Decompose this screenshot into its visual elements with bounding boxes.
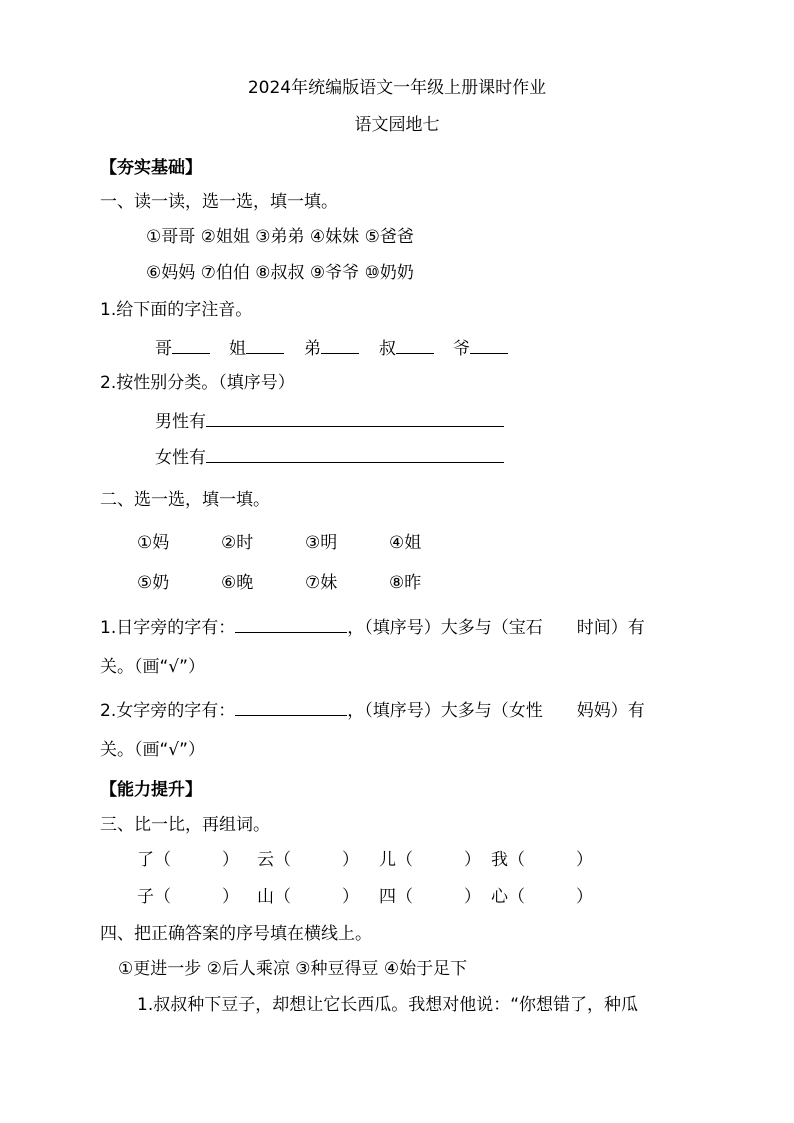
option-item: ⑤奶 [137, 573, 170, 593]
compare-item [257, 852, 359, 869]
female-answer-line[interactable] [206, 448, 504, 463]
question-4-sub-1: 1.叔叔种下豆子，却想让它长西瓜。我想对他说：“你想错了，种瓜 [137, 995, 639, 1015]
question-2-sub-1-cont: 关。（画“√”） [100, 657, 205, 677]
answer-paren[interactable]: （ ） [154, 850, 239, 870]
pinyin-item [304, 339, 359, 358]
answer-paren[interactable]: （ ） [508, 887, 593, 907]
compare-char: 儿 [379, 850, 396, 870]
compare-item [379, 889, 481, 906]
sub-2-label: 2.女字旁的字有： [100, 701, 236, 721]
question-2-sub-1 [100, 618, 645, 637]
sub-2-rest: ，（填序号）大多与（女性 妈妈）有 [347, 701, 645, 721]
pinyin-blank[interactable] [396, 339, 434, 354]
answer-paren[interactable]: （ ） [274, 887, 359, 907]
compare-item [137, 889, 239, 906]
compare-item [491, 852, 593, 869]
sub-1-label: 1.日字旁的字有： [100, 618, 236, 638]
female-row [155, 448, 504, 467]
question-3-prompt: 三、比一比，再组词。 [100, 815, 270, 835]
answer-paren[interactable]: （ ） [396, 850, 481, 870]
answer-paren[interactable]: （ ） [274, 850, 359, 870]
sub-2-answer-line[interactable] [235, 701, 347, 716]
compare-char: 我 [491, 850, 508, 870]
pinyin-item [453, 339, 508, 358]
compare-item [137, 852, 239, 869]
question-2-prompt: 二、选一选，填一填。 [100, 490, 270, 510]
question-1-sub-2: 2.按性别分类。（填序号） [100, 373, 295, 393]
compare-char: 山 [257, 887, 274, 907]
answer-paren[interactable]: （ ） [508, 850, 593, 870]
question-2-sub-2-cont: 关。（画“√”） [100, 740, 205, 760]
compare-item [379, 852, 481, 869]
sub-1-answer-line[interactable] [235, 618, 347, 633]
question-1-prompt: 一、读一读，选一选，填一填。 [100, 192, 338, 212]
compare-item [257, 889, 359, 906]
worksheet-subtitle: 语文园地七 [354, 115, 440, 135]
pinyin-char: 爷 [453, 339, 470, 359]
pinyin-blank[interactable] [246, 339, 284, 354]
pinyin-item [379, 339, 434, 358]
answer-paren[interactable]: （ ） [396, 887, 481, 907]
option-item: ③明 [305, 533, 338, 553]
compare-char: 四 [379, 887, 396, 907]
option-item: ⑦妹 [305, 573, 338, 593]
female-label: 女性有 [155, 448, 206, 468]
pinyin-char: 姐 [229, 339, 246, 359]
pinyin-item [229, 339, 284, 358]
option-item: ②时 [221, 533, 254, 553]
word-list-row-2: ⑥妈妈 ⑦伯伯 ⑧叔叔 ⑨爷爷 ⑩奶奶 [146, 263, 414, 283]
question-4-prompt: 四、把正确答案的序号填在横线上。 [100, 924, 372, 944]
question-4-options: ①更进一步 ②后人乘凉 ③种豆得豆 ④始于足下 [118, 959, 468, 979]
answer-paren[interactable]: （ ） [154, 887, 239, 907]
word-list-row-1: ①哥哥 ②姐姐 ③弟弟 ④妹妹 ⑤爸爸 [146, 227, 414, 247]
option-item: ④姐 [389, 533, 422, 553]
pinyin-char: 叔 [379, 339, 396, 359]
section-heading-basics: 【夯实基础】 [100, 158, 202, 178]
option-item: ⑧昨 [389, 573, 422, 593]
compare-item [491, 889, 593, 906]
option-item: ⑥晚 [221, 573, 254, 593]
male-answer-line[interactable] [206, 412, 504, 427]
pinyin-blank[interactable] [470, 339, 508, 354]
compare-char: 云 [257, 850, 274, 870]
pinyin-blank[interactable] [172, 339, 210, 354]
compare-char: 了 [137, 850, 154, 870]
worksheet-title: 2024年统编版语文一年级上册课时作业 [247, 78, 547, 98]
question-2-sub-2 [100, 701, 645, 720]
pinyin-char: 哥 [155, 339, 172, 359]
male-label: 男性有 [155, 412, 206, 432]
pinyin-blank[interactable] [321, 339, 359, 354]
sub-1-rest: ，（填序号）大多与（宝石 时间）有 [347, 618, 645, 638]
pinyin-char: 弟 [304, 339, 321, 359]
compare-char: 子 [137, 887, 154, 907]
question-1-sub-1: 1.给下面的字注音。 [100, 300, 253, 320]
section-heading-improve: 【能力提升】 [100, 780, 202, 800]
pinyin-item [155, 339, 210, 358]
compare-char: 心 [491, 887, 508, 907]
male-row [155, 412, 504, 431]
option-item: ①妈 [137, 533, 170, 553]
